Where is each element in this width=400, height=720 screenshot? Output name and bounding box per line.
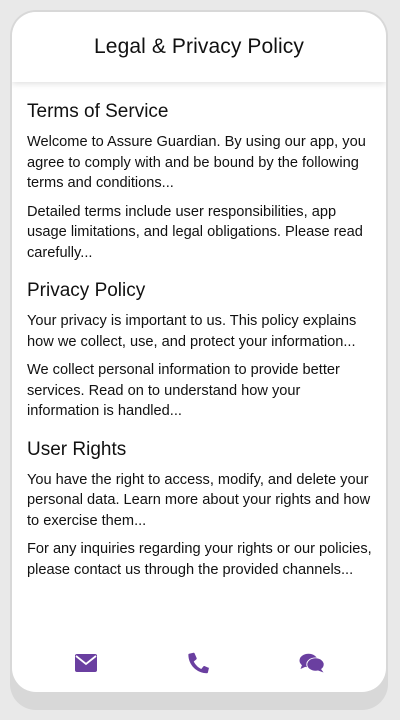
chat-icon (299, 653, 325, 673)
page-title: Legal & Privacy Policy (94, 35, 304, 58)
chat-button[interactable] (292, 643, 332, 683)
section-paragraph: Detailed terms include user responsibilities, app usage limitations, and legal obligations. Please read carefully... (27, 203, 363, 261)
device-frame (10, 10, 388, 710)
footer-bar (12, 634, 386, 692)
app-screen (12, 12, 386, 692)
section-heading: Privacy Policy (27, 280, 146, 301)
phone-button[interactable] (179, 643, 219, 683)
section-paragraph: We collect personal information to provide better services. Read on to understand how your information is handled... (27, 362, 340, 419)
section-privacy-policy (27, 279, 373, 422)
policy-content (27, 100, 373, 596)
envelope-icon (75, 654, 97, 672)
phone-icon (188, 652, 210, 674)
section-heading: Terms of Service (27, 101, 169, 122)
section-heading: User Rights (27, 438, 127, 460)
section-user-rights (27, 438, 373, 581)
section-terms-of-service (27, 100, 373, 263)
section-paragraph: Your privacy is important to us. This policy explains how we collect, use, and protect your information... (27, 313, 357, 350)
app-header (12, 12, 386, 82)
section-paragraph: For any inquiries regarding your rights or our policies, please contact us through the provided channels... (27, 541, 372, 578)
email-button[interactable] (66, 643, 106, 683)
section-paragraph: Welcome to Assure Guardian. By using our app, you agree to comply with and be bound by the following terms and conditions... (27, 134, 366, 191)
section-paragraph: You have the right to access, modify, and delete your personal data. Learn more about your rights and how to exercise them... (27, 471, 371, 529)
